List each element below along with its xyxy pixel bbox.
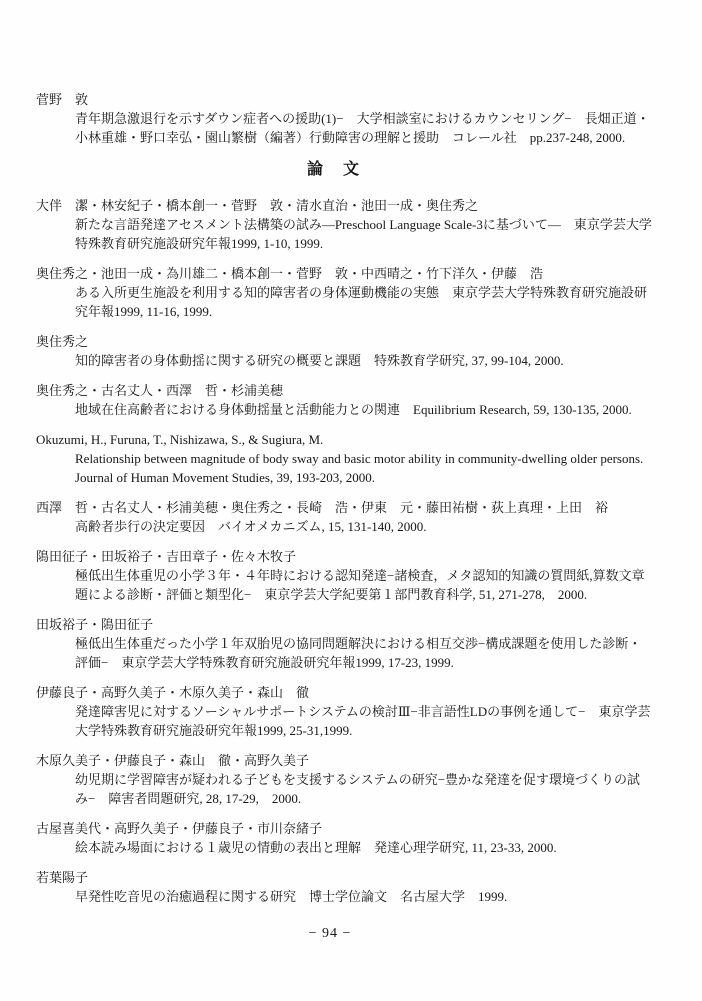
reference-entry: [36, 332, 672, 370]
entry-authors: 木原久美子・伊藤良子・森山 徹・高野久美子: [36, 753, 310, 768]
section-heading: 論 文: [306, 161, 361, 178]
entry-body: Relationship between magnitude of body sway and basic motor ability in community-dwelling older persons. Journal of Human Movement Studies, 39, 193-203, 2000.: [75, 451, 647, 485]
entry-authors: 古屋喜美代・高野久美子・伊藤良子・市川奈緒子: [36, 821, 323, 836]
reference-entry: [36, 90, 672, 147]
entry-body: 絵本読み場面における１歳児の情動の表出と理解 発達心理学研究, 11, 23-33, 2000.: [75, 840, 557, 855]
entry-authors: 奥住秀之・池田一成・為川雄二・橋本創一・菅野 敦・中西晴之・竹下洋久・伊藤 浩: [36, 266, 544, 281]
entry-body: ある入所更生施設を利用する知的障害者の身体運動機能の実態 東京学芸大学特殊教育研究施設研究年報1999, 11-16, 1999.: [75, 285, 648, 319]
entry-authors: 田坂裕子・隝田征子: [36, 617, 154, 632]
entry-authors: 西澤 哲・古名丈人・杉浦美穂・奥住秀之・長崎 浩・伊東 元・藤田祐樹・荻上真理・上田 裕: [36, 500, 609, 515]
page-number: − 94 −: [308, 926, 352, 941]
reference-entry: [36, 196, 672, 253]
reference-entry: [36, 381, 672, 419]
entry-body: 極低出生体重だった小学１年双胎児の協同問題解決における相互交渉−構成課題を使用した診断・評価− 東京学芸大学特殊教育研究施設研究年報1999, 17-23, 1999.: [75, 636, 642, 670]
reference-entry: [36, 264, 672, 321]
reference-entry: [36, 751, 672, 808]
reference-entry: [36, 683, 672, 740]
entry-body: 知的障害者の身体動揺に関する研究の概要と課題 特殊教育学研究, 37, 99-104, 2000.: [75, 353, 564, 368]
reference-entry: [36, 615, 672, 672]
reference-entry: [36, 498, 672, 536]
entry-body: 極低出生体重児の小学３年・４年時における認知発達−諸検査，メタ認知的知識の質問紙,算数文章題による診断・評価と類型化− 東京学芸大学紀要第１部門教育科学, 51, 271-278, 2000.: [75, 568, 645, 602]
reference-entry: [36, 819, 672, 857]
reference-entry: [36, 430, 672, 487]
entry-body: 幼児期に学習障害が疑われる子どもを支援するシステムの研究−豊かな発達を促す環境づくりの試み− 障害者問題研究, 28, 17-29, 2000.: [75, 772, 641, 806]
entry-body: 青年期急激退行を示すダウン症者への援助(1)− 大学相談室におけるカウンセリング− 長畑正道・小林重雄・野口幸弘・園山繁樹（編著）行動障害の理解と援助 コレール社 pp.237-248, 2000.: [75, 111, 650, 145]
entry-authors: 隝田征子・田坂裕子・吉田章子・佐々木牧子: [36, 549, 297, 564]
entry-body: 地域在住高齢者における身体動揺量と活動能力との関連 Equilibrium Research, 59, 130-135, 2000.: [75, 402, 632, 417]
entry-body: 高齢者歩行の決定要因 バイオメカニズム, 15, 131-140, 2000.: [75, 519, 427, 534]
entry-authors: Okuzumi, H., Furuna, T., Nishizawa, S., & Sugiura, M.: [36, 432, 324, 447]
reference-entry: [36, 547, 672, 604]
entry-authors: 奥住秀之: [36, 334, 89, 349]
entry-authors: 奥住秀之・古名丈人・西澤 哲・杉浦美穂: [36, 383, 284, 398]
entry-authors: 伊藤良子・高野久美子・木原久美子・森山 徹: [36, 685, 310, 700]
entry-authors: 菅野 敦: [36, 92, 89, 107]
entry-body: 発達障害児に対するソーシャルサポートシステムの検討Ⅲ−非言語性LDの事例を通して− 東京学芸大学特殊教育研究施設研究年報1999, 25-31,1999.: [75, 704, 651, 738]
entry-body: 早発性吃音児の治癒過程に関する研究 博士学位論文 名古屋大学 1999.: [75, 889, 508, 904]
entry-authors: 若葉陽子: [36, 870, 89, 885]
entry-authors: 大伴 潔・林安紀子・橋本創一・菅野 敦・清水直治・池田一成・奥住秀之: [36, 198, 479, 213]
entry-body: 新たな言語発達アセスメント法構築の試み—Preschool Language Scale-3に基づいて— 東京学芸大学特殊教育研究施設研究年報1999, 1-10, 1999.: [75, 217, 652, 251]
reference-entry: [36, 868, 672, 906]
